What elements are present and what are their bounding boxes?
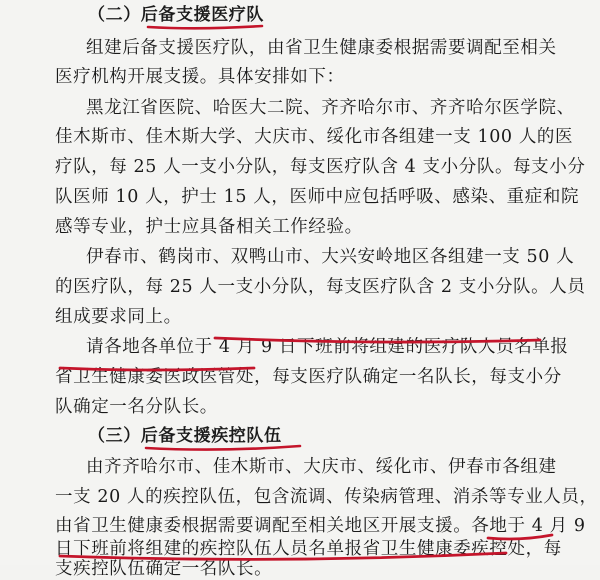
underline-deadline-line-2 — [60, 368, 254, 370]
paragraph-line: 请各地各单位于 4 月 9 日下班前将组建的医疗队人员名单报 — [86, 337, 569, 357]
paragraph-line: 由省卫生健康委根据需要调配至相关地区开展支援。各地于 4 月 9 — [55, 516, 586, 536]
paragraph-line: 医疗机构开展支援。具体安排如下： — [55, 67, 345, 87]
paragraph-line: 队确定一名分队长。 — [55, 397, 218, 417]
underline-heading-2 — [148, 26, 262, 28]
underline-heading-3 — [146, 446, 300, 450]
paragraph-line: 支疾控队伍确定一名队长。 — [55, 559, 273, 579]
underline-cdc-deadline-1 — [488, 535, 552, 539]
underline-deadline-line-1 — [215, 338, 540, 342]
paragraph-line: 感等专业，护士应具备相关工作经验。 — [55, 217, 363, 237]
underline-cdc-deadline-2 — [60, 553, 506, 559]
paragraph-line: 由齐齐哈尔市、佳木斯市、大庆市、绥化市、伊春市各组建 — [86, 457, 557, 477]
paragraph-line: 日下班前将组建的疾控队伍人员名单报省卫生健康委疾控处，每 — [55, 539, 562, 559]
paragraph-line: 伊春市、鹤岗市、双鸭山市、大兴安岭地区各组建一支 50 人 — [86, 247, 575, 267]
paragraph-line: 一支 20 人的疾控队伍，包含流调、传染病管理、消杀等专业人员， — [55, 487, 598, 507]
paragraph-line: 省卫生健康委医政医管处，每支医疗队确定一名队长，每支小分 — [55, 367, 562, 387]
paragraph-line: 疗队，每 25 人一支小分队，每支医疗队含 4 支小分队。每支小分 — [55, 157, 586, 177]
paragraph-line: 的医疗队，每 25 人一支小分队，每支医疗队含 2 支小分队。人员 — [55, 277, 586, 297]
paragraph-line: 组建后备支援医疗队，由省卫生健康委根据需要调配至相关 — [86, 38, 557, 58]
paragraph-line: 队医师 10 人，护士 15 人，医师中应包括呼吸、感染、重症和院 — [55, 187, 580, 207]
paragraph-line: 黑龙江省医院、哈医大二院、齐齐哈尔市、齐齐哈尔医学院、 — [86, 98, 575, 118]
section-heading-reserve-cdc-team: （三）后备支援疾控队伍 — [88, 426, 282, 446]
section-heading-reserve-medical-team: （二）后备支援医疗队 — [88, 5, 264, 25]
paragraph-line: 组成要求同上。 — [55, 307, 182, 327]
paragraph-line: 佳木斯市、佳木斯大学、大庆市、绥化市各组建一支 100 人的医 — [55, 127, 574, 147]
